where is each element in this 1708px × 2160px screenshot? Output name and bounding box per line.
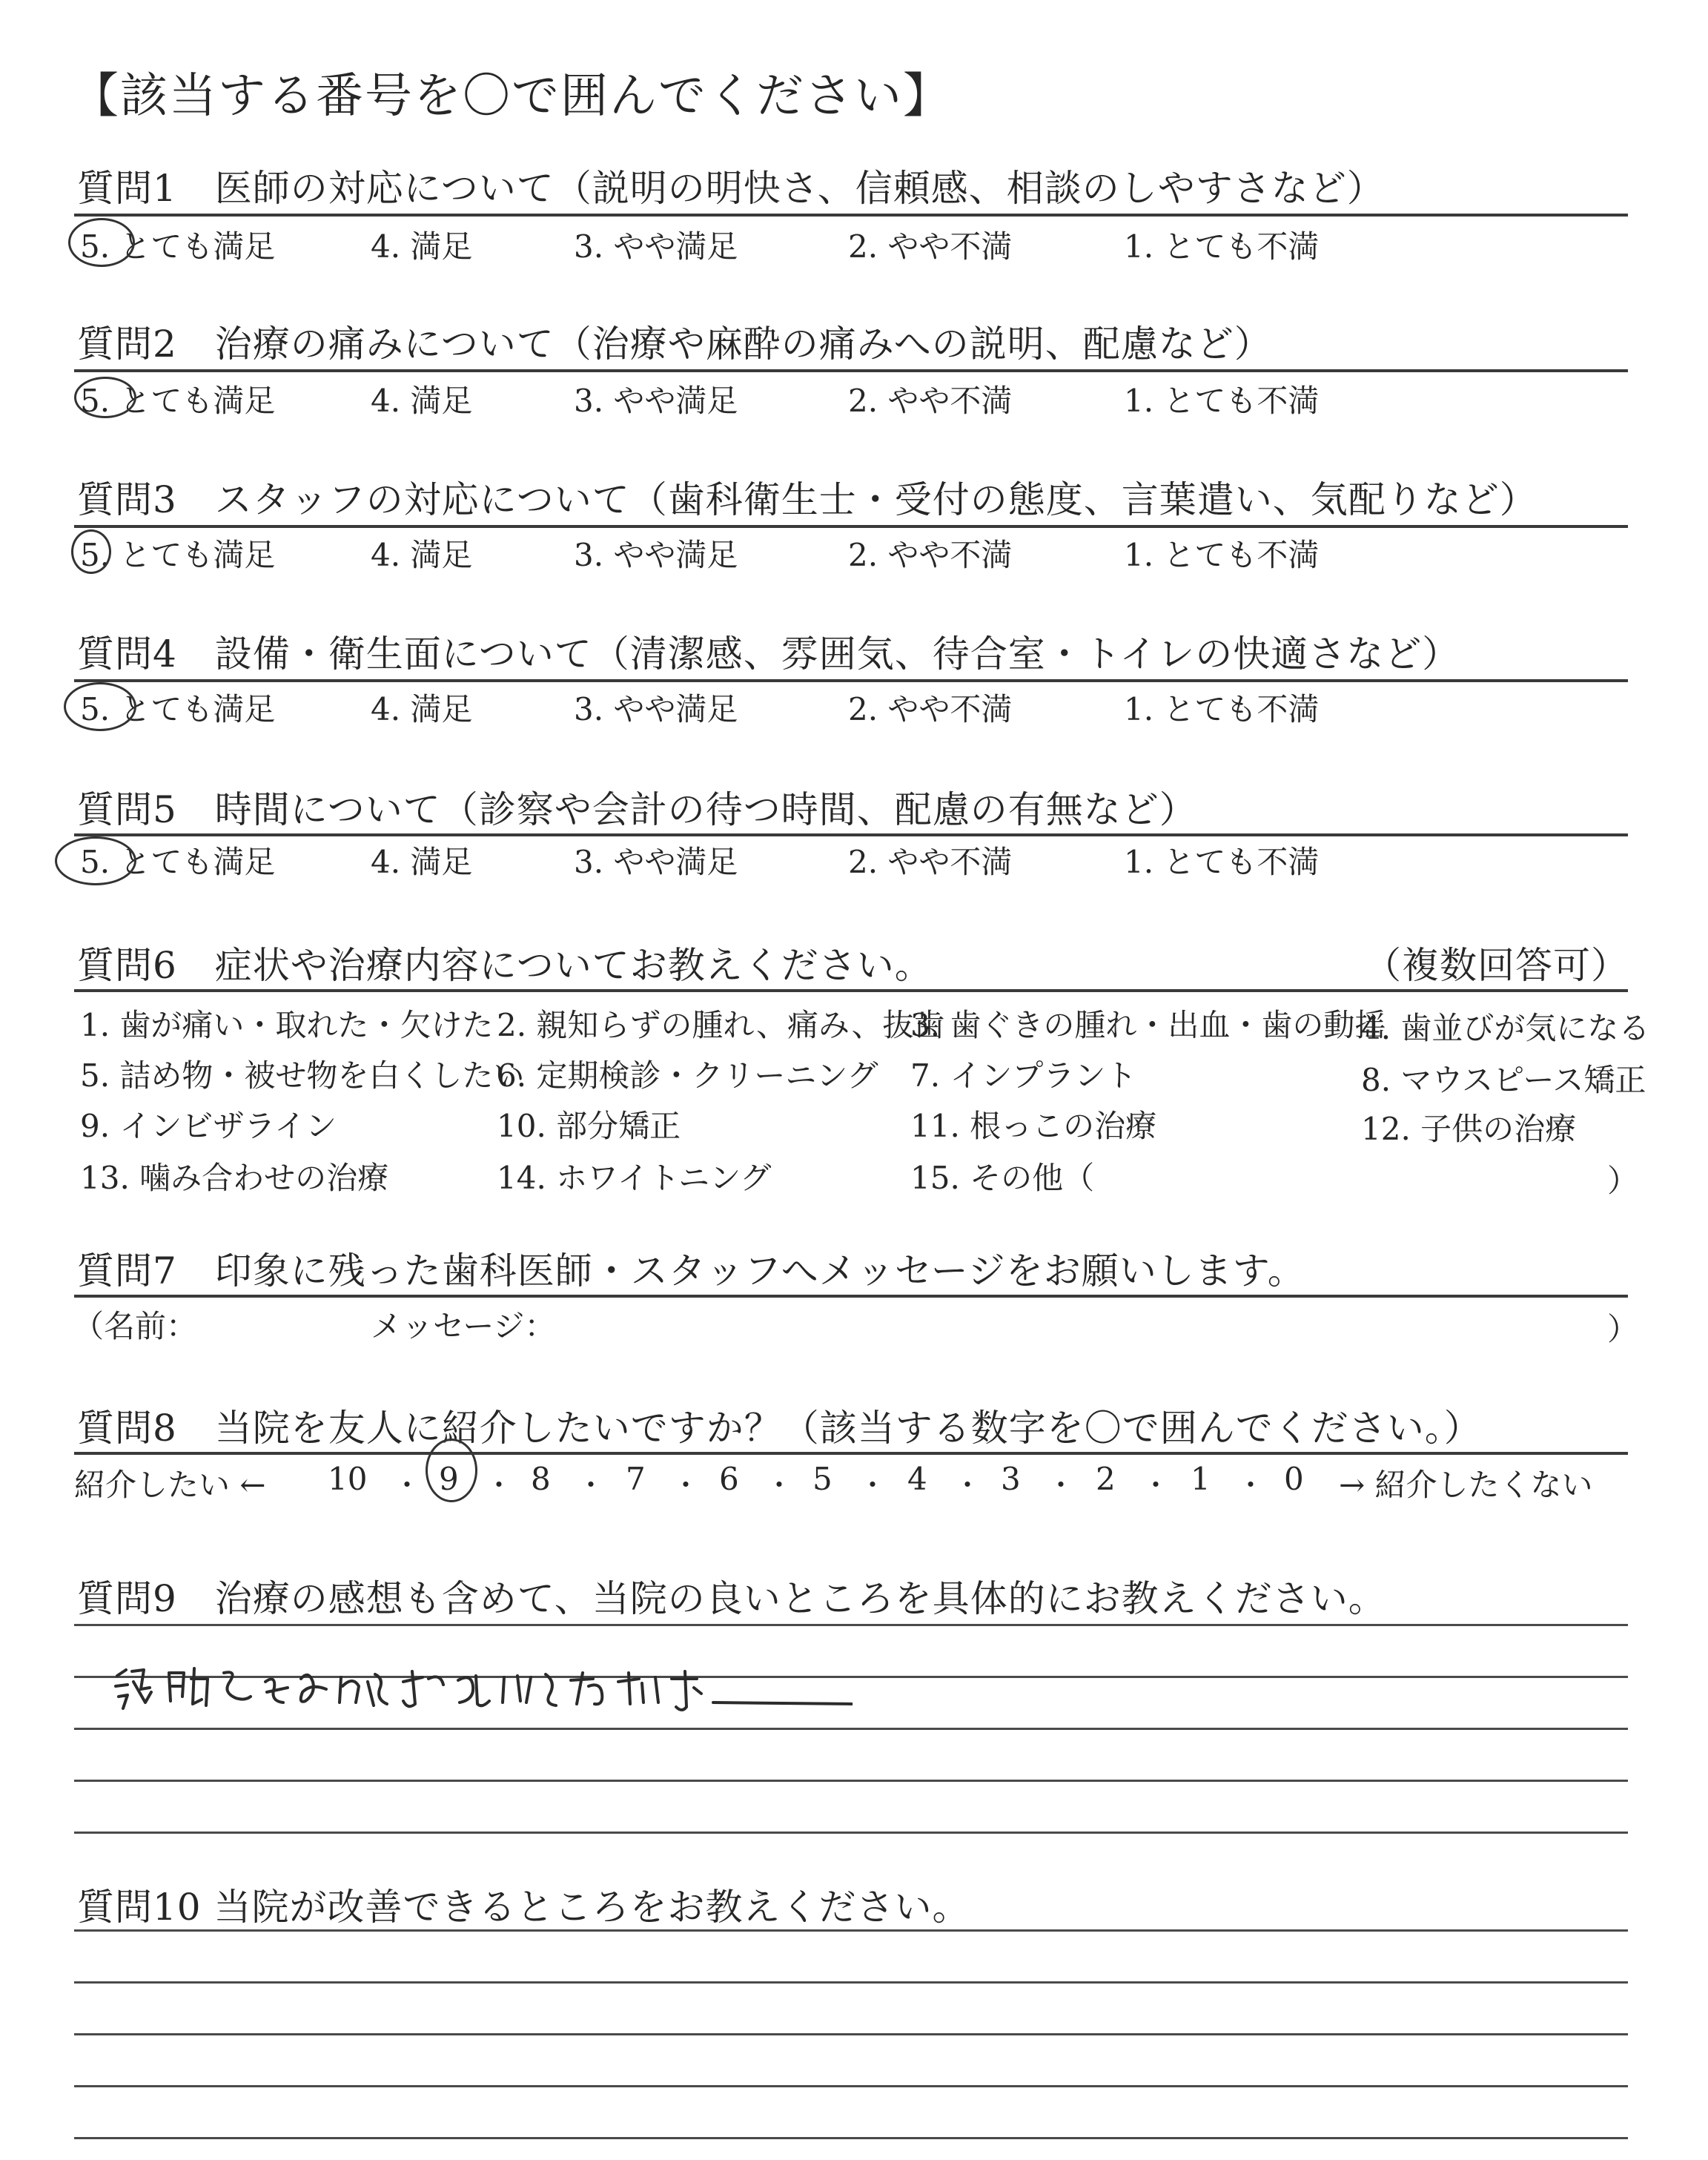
q8-scale-8[interactable]: 8 [531,1461,551,1497]
q8-dot: ・ [953,1469,982,1502]
question-8-rule [74,1452,1628,1455]
q8-dot: ・ [765,1469,794,1502]
q9-answer-line [74,1780,1628,1782]
q6-option-2[interactable]: 2. 親知らずの腫れ、痛み、抜歯 [497,1007,945,1043]
question-6-note: （複数回答可） [1364,944,1629,987]
q9-answer-line [74,1832,1628,1834]
q9-answer-line [74,1728,1628,1730]
q8-scale-6[interactable]: 6 [719,1461,739,1497]
q2-option-1[interactable]: 1. とても不満 [1124,383,1320,419]
question-9-title: 質問9 治療の感想も含めて、当院の良いところを具体的にお教えください。 [77,1577,1386,1620]
q6-option-7[interactable]: 7. インプラント [910,1057,1137,1094]
q5-option-3[interactable]: 3. やや満足 [574,844,738,880]
q8-dot: ・ [672,1469,701,1502]
q8-dot: ・ [393,1469,422,1502]
question-1-rule [74,214,1628,217]
q6-option-4[interactable]: 4. 歯並びが気になる [1361,1010,1650,1046]
q8-scale-2[interactable]: 2 [1096,1461,1116,1497]
q9-handwritten-answer [111,1659,853,1719]
q10-answer-line [74,2033,1628,2035]
question-8-title: 質問8 当院を友人に紹介したいですか？（該当する数字を〇で囲んでください。） [77,1407,1482,1450]
q2-selection-circle [74,377,136,418]
q6-option-11[interactable]: 11. 根っこの治療 [910,1108,1157,1144]
q7-name-label: （名前： [73,1308,198,1344]
q2-option-2[interactable]: 2. やや不満 [848,383,1013,419]
question-2-title: 質問2 治療の痛みについて（治療や麻酔の痛みへの説明、配慮など） [77,323,1272,366]
q6-option-5[interactable]: 5. 詰め物・被せ物を白くしたい [80,1057,525,1094]
question-5-title: 質問5 時間について（診察や会計の待つ時間、配慮の有無など） [77,788,1197,831]
question-10-title: 質問10 当院が改善できるところをお教えください。 [77,1886,970,1929]
q6-option-15[interactable]: 15. その他（ [910,1160,1095,1196]
q3-option-3[interactable]: 3. やや満足 [574,537,738,573]
question-2-rule [74,369,1628,372]
q5-option-4[interactable]: 4. 満足 [371,844,473,880]
question-4-rule [74,679,1628,682]
q6-option-1[interactable]: 1. 歯が痛い・取れた・欠けた [80,1007,494,1043]
q6-option-14[interactable]: 14. ホワイトニング [497,1160,772,1196]
q4-option-3[interactable]: 3. やや満足 [574,691,738,727]
question-5-rule [74,833,1628,836]
q2-option-4[interactable]: 4. 満足 [371,383,473,419]
q8-dot: ・ [485,1469,514,1502]
q3-selection-circle [71,529,111,574]
question-1-title: 質問1 医師の対応について（説明の明快さ、信頼感、相談のしやすさなど） [77,167,1385,210]
q8-scale-3[interactable]: 3 [1001,1461,1021,1497]
q8-left-label: 紹介したい ← [74,1467,266,1503]
question-6-title: 質問6 症状や治療内容についてお教えください。 [77,944,933,987]
q6-option-6[interactable]: 6. 定期検診・クリーニング [497,1057,878,1094]
q6-option-8[interactable]: 8. マウスピース矯正 [1361,1062,1646,1098]
q8-scale-9[interactable]: 9 [439,1461,459,1497]
q1-option-2[interactable]: 2. やや不満 [848,228,1013,265]
q10-answer-line [74,1981,1628,1984]
q6-other-close: ） [1607,1163,1639,1199]
q8-scale-10[interactable]: 10 [328,1461,368,1497]
q9-answer-line [74,1624,1628,1626]
q6-option-10[interactable]: 10. 部分矯正 [497,1108,681,1144]
q8-scale-5[interactable]: 5 [812,1461,833,1497]
question-7-title: 質問7 印象に残った歯科医師・スタッフへメッセージをお願いします。 [77,1249,1305,1292]
q5-selection-circle [55,836,136,885]
q8-scale-1[interactable]: 1 [1191,1461,1211,1497]
q6-option-12[interactable]: 12. 子供の治療 [1361,1111,1577,1147]
q4-option-4[interactable]: 4. 満足 [371,691,473,727]
q4-selection-circle [64,682,136,731]
q1-option-5[interactable]: 5. とても満足 [80,228,276,265]
q8-scale-4[interactable]: 4 [907,1461,927,1497]
q8-right-label: → 紹介したくない [1339,1467,1593,1503]
q2-option-5[interactable]: 5. とても満足 [80,383,276,419]
q1-option-4[interactable]: 4. 満足 [371,228,473,265]
q8-scale-7[interactable]: 7 [626,1461,646,1497]
q3-option-5[interactable]: 5. とても満足 [80,537,276,573]
question-4-title: 質問4 設備・衛生面について（清潔感、雰囲気、待合室・トイレの快適さなど） [77,633,1460,676]
q4-option-2[interactable]: 2. やや不満 [848,691,1013,727]
q8-dot: ・ [1142,1469,1171,1502]
q7-message-label: メッセージ： [371,1308,556,1344]
q10-answer-line [74,2137,1628,2139]
q4-option-1[interactable]: 1. とても不満 [1124,691,1320,727]
q7-close: ） [1607,1311,1639,1347]
question-7-rule [74,1295,1628,1298]
q3-option-2[interactable]: 2. やや不満 [848,537,1013,573]
q6-option-13[interactable]: 13. 噛み合わせの治療 [80,1160,389,1196]
q5-option-5[interactable]: 5. とても満足 [80,844,276,880]
q8-dot: ・ [577,1469,606,1502]
form-title: 【該当する番号を〇で囲んでください】 [71,69,952,124]
question-3-title: 質問3 スタッフの対応について（歯科衛生士・受付の態度、言葉遣い、気配りなど） [77,478,1537,521]
q1-option-1[interactable]: 1. とても不満 [1124,228,1320,265]
q6-option-9[interactable]: 9. インビザライン [80,1108,337,1144]
question-6-rule [74,989,1628,992]
question-3-rule [74,525,1628,528]
q2-option-3[interactable]: 3. やや満足 [574,383,738,419]
q1-option-3[interactable]: 3. やや満足 [574,228,738,265]
q10-answer-line [74,1929,1628,1932]
q10-answer-line [74,2085,1628,2087]
q4-option-5[interactable]: 5. とても満足 [80,691,276,727]
q1-selection-circle [68,218,135,267]
q8-dot: ・ [1237,1469,1265,1502]
q8-selection-circle [426,1439,477,1502]
q8-dot: ・ [858,1469,887,1502]
q8-scale-0[interactable]: 0 [1284,1461,1304,1497]
q3-option-4[interactable]: 4. 満足 [371,537,473,573]
q8-dot: ・ [1047,1469,1076,1502]
q6-option-3[interactable]: 3. 歯ぐきの腫れ・出血・歯の動揺 [910,1007,1386,1043]
q5-option-1[interactable]: 1. とても不満 [1124,844,1320,880]
q5-option-2[interactable]: 2. やや不満 [848,844,1013,880]
q3-option-1[interactable]: 1. とても不満 [1124,537,1320,573]
